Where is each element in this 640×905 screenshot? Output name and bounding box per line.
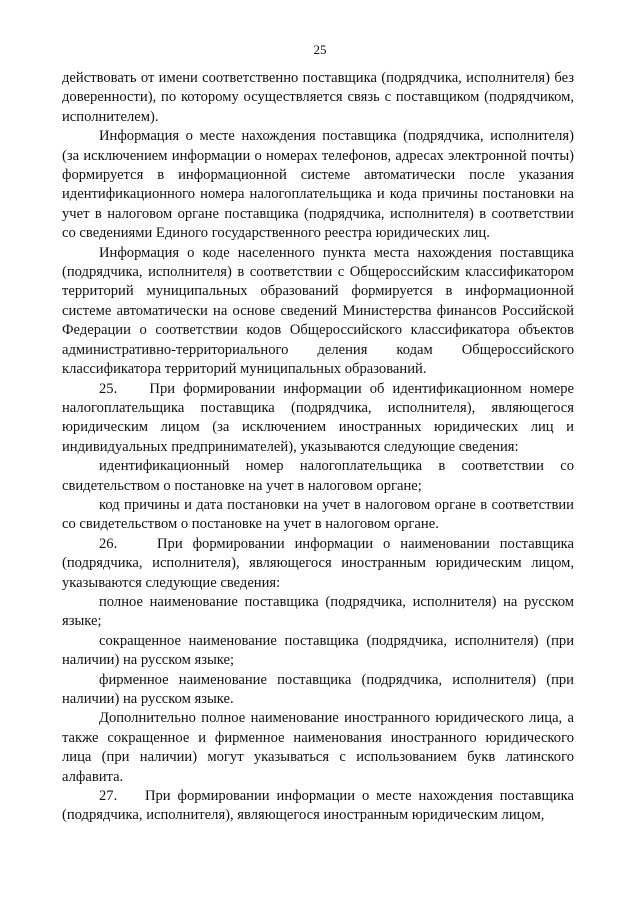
paragraph-brand-name: фирменное наименование поставщика (подрядчика, исполнителя) (при наличии) на русском языке. — [62, 671, 574, 707]
paragraph-settlement-code: Информация о коде населенного пункта места нахождения поставщика (подрядчика, исполнителя) в соответствии с Общероссийским классификатором территорий муниципальных образований формируется в информационной системе автоматически на основе сведений Министерства финансов Российской Федерации о соответствии кодов Общероссийского классификатора объектов административно-территориального деления кодам Общероссийского классификатора территорий муниципальных образований. — [62, 244, 574, 378]
paragraph-taxpayer-id: идентификационный номер налогоплательщика в соответствии со свидетельством о постановке на учет в налоговом органе; — [62, 458, 574, 494]
paragraph-location-info: Информация о месте нахождения поставщика (подрядчика, исполнителя) (за исключением информации о номерах телефонов, адресах электронной почты) формируется в информационной системе автоматически после указания идентификационного номера налогоплательщика и кода причины постановки на учет в налоговом органе поставщика (подрядчика, исполнителя) в соответствии со сведениями Единого государственного реестра юридических лиц. — [62, 128, 574, 242]
paragraph-short-name: сокращенное наименование поставщика (подрядчика, исполнителя) (при наличии) на русском языке; — [62, 632, 574, 669]
paragraph-continuation: действовать от имени соответственно поставщика (подрядчика, исполнителя) без доверенности), по которому осуществляется связь с поставщиком (подрядчиком, исполнителем). — [62, 70, 574, 125]
paragraph-item-26: 26. При формировании информации о наименовании поставщика (подрядчика, исполнителя), являющегося иностранным юридическим лицом, указываются следующие сведения: — [62, 535, 574, 591]
document-body — [62, 69, 574, 826]
paragraph-full-name: полное наименование поставщика (подрядчика, исполнителя) на русском языке; — [62, 593, 574, 630]
paragraph-registration-code: код причины и дата постановки на учет в налоговом органе в соответствии со свидетельством о постановке на учет в налоговом органе. — [62, 496, 574, 533]
paragraph-latin-names: Дополнительно полное наименование иностранного юридического лица, а также сокращенное и фирменное наименования иностранного юридического лица (при наличии) могут указываться с использованием букв латинского алфавита. — [62, 710, 574, 785]
page-number: 25 — [313, 42, 327, 57]
paragraph-item-25: 25. При формировании информации об идентификационном номере налогоплательщика поставщика (подрядчика, исполнителя), являющегося юридическим лицом (за исключением иностранных юридических лиц и индивидуальных предпринимателей), указываются следующие сведения: — [62, 380, 574, 455]
paragraph-item-27: 27. При формировании информации о месте нахождения поставщика (подрядчика, исполнителя), являющегося иностранным юридическим лицом, — [62, 788, 574, 824]
